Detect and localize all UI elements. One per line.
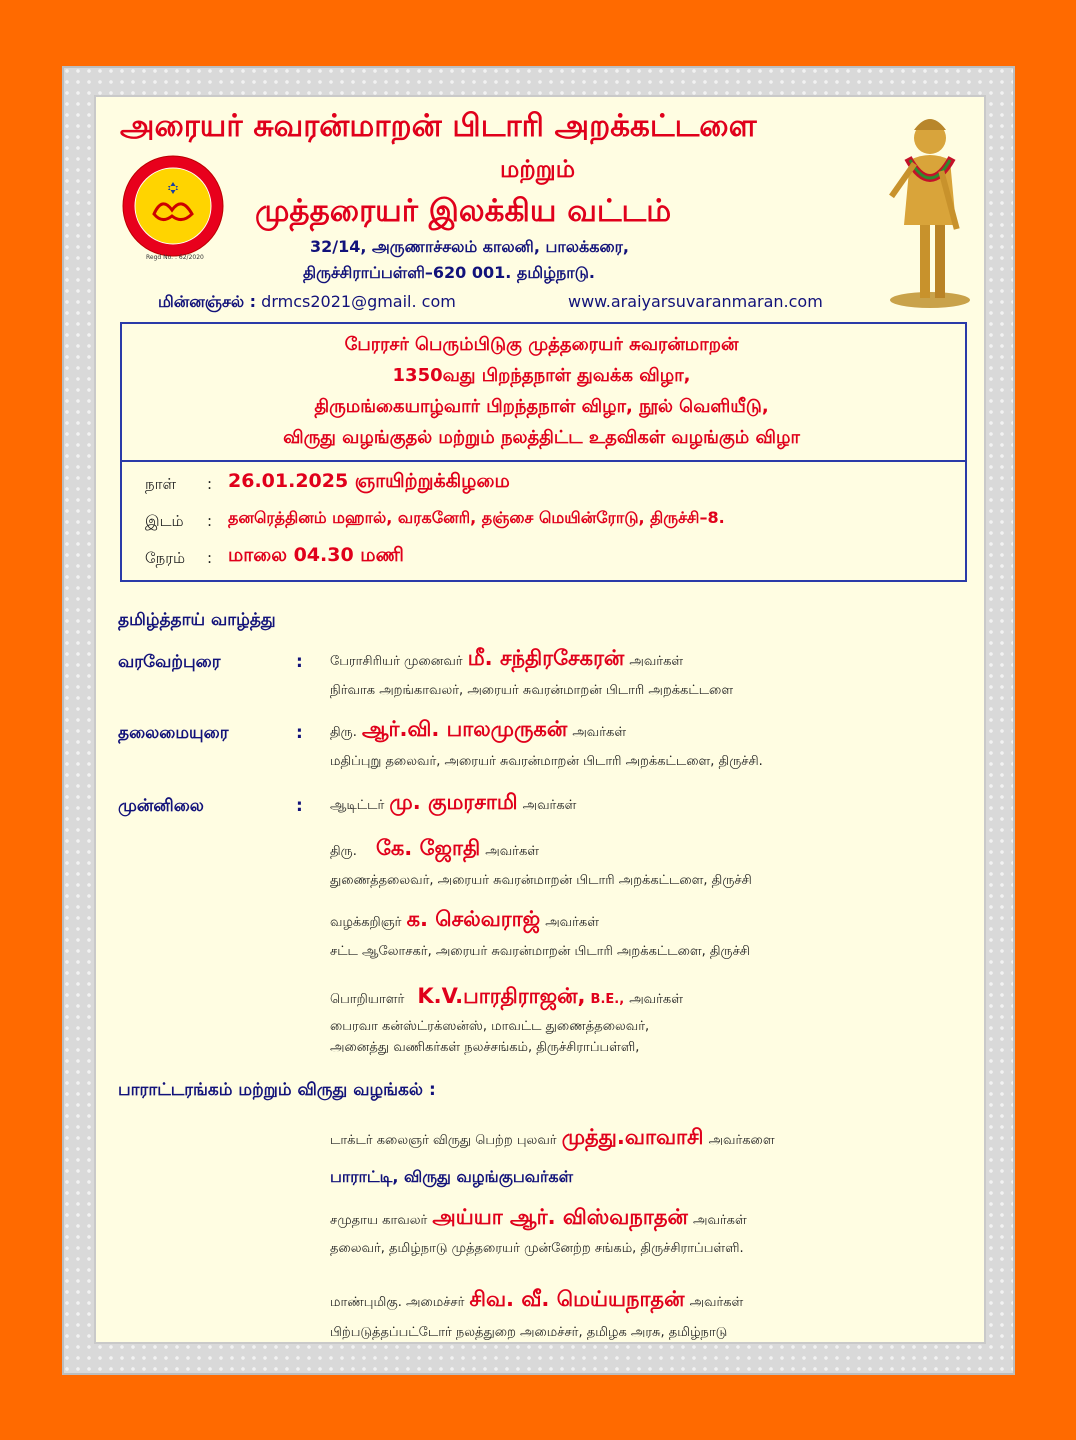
place-label: இடம்	[145, 512, 184, 530]
trust-logo	[114, 154, 232, 260]
p2-name: கே. ஜோதி	[375, 836, 481, 860]
p1-prefix: ஆடிட்டர்	[330, 798, 385, 813]
welcome-suffix: அவர்கள்	[629, 654, 684, 669]
awarder-2	[330, 1287, 743, 1314]
email-link[interactable]: drmcs2021@gmail. com	[261, 292, 456, 311]
date-colon: :	[207, 475, 213, 493]
p4-name: K.V.பாரதிராஜன்,	[417, 984, 586, 1008]
date-value: 26.01.2025 ஞாயிற்றுக்கிழமை	[228, 470, 510, 492]
p3-name: க. செல்வராஜ்	[406, 907, 541, 931]
p1-name: மு. குமரசாமி	[389, 790, 518, 814]
title-conjunction: மற்றும்	[500, 155, 576, 183]
presidency-name: ஆர்.வி. பாலமுருகன்	[361, 717, 568, 741]
p3-prefix: வழக்கறிஞர்	[330, 915, 402, 930]
event-line-3: திருமங்கையாழ்வார் பிறந்தநாள் விழா, நூல் வெளியீடு,	[314, 396, 769, 417]
time-value: மாலை 04.30 மணி	[228, 544, 404, 566]
p1-suffix: அவர்கள்	[522, 798, 577, 813]
presence-label: முன்னிலை	[118, 796, 204, 816]
place-value: தனரெத்தினம் மஹால், வரகனேரி, தஞ்சை மெயின்ரோடு, திருச்சி–8.	[228, 508, 725, 527]
presence-person-2	[330, 836, 539, 863]
presidency-label: தலைமையுரை	[118, 723, 229, 743]
a1-suffix: அவர்கள்	[693, 1213, 747, 1228]
welcome-name: மீ. சந்திரசேகரன்	[467, 646, 625, 670]
awarder-1	[330, 1205, 747, 1232]
p4-desc-2: அனைத்து வணிகர்கள் நலச்சங்கம், திருச்சிராப்பள்ளி,	[330, 1040, 640, 1055]
a2-suffix: அவர்கள்	[689, 1295, 744, 1310]
p2-suffix: அவர்கள்	[485, 844, 539, 859]
a1-desc: தலைவர், தமிழ்நாடு முத்தரையர் முன்னேற்ற சங்கம், திருச்சிராப்பள்ளி.	[330, 1241, 744, 1256]
p2-desc: துணைத்தலைவர், அரையர் சுவரன்மாறன் பிடாரி அறக்கட்டளை, திருச்சி	[330, 873, 752, 888]
p4-prefix: பொறியாளர்	[330, 992, 405, 1007]
welcome-desc: நிர்வாக அறங்காவலர், அரையர் சுவரன்மாறன் பிடாரி அறக்கட்டளை	[330, 683, 734, 698]
event-line-1: பேரரசர் பெரும்பிடுகு முத்தரையர் சுவரன்மாறன்	[344, 334, 739, 355]
regd-number: Regd No. : 62/2020	[146, 254, 204, 261]
trust-title: அரையர் சுவரன்மாறன் பிடாரி அறக்கட்டளை	[120, 108, 757, 144]
p4-suffix: அவர்கள்	[629, 992, 683, 1007]
p4-degree: B.E.,	[590, 992, 625, 1007]
email-row	[158, 292, 456, 313]
award-honoree	[330, 1125, 775, 1152]
presence-person-1	[330, 790, 576, 817]
invocation-heading: தமிழ்த்தாய் வாழ்த்து	[118, 610, 276, 630]
award-name: முத்து.வாவாசி	[561, 1125, 704, 1149]
time-colon: :	[207, 549, 213, 567]
p3-suffix: அவர்கள்	[545, 915, 599, 930]
time-label: நேரம்	[145, 549, 186, 567]
event-line-2: 1350வது பிறந்தநாள் துவக்க விழா,	[392, 365, 691, 386]
welcome-label: வரவேற்புரை	[118, 652, 221, 672]
presence-person-3	[330, 907, 599, 934]
p4-desc-1: பைரவா கன்ஸ்ட்ரக்ஸன்ஸ், மாவட்ட துணைத்தலைவர்,	[330, 1019, 650, 1034]
a1-prefix: சமுதாய காவலர்	[330, 1213, 428, 1228]
award-prefix: டாக்டர் கலைஞர் விருது பெற்ற புலவர்	[330, 1133, 557, 1148]
award-heading: பாராட்டரங்கம் மற்றும் விருது வழங்கல் :	[118, 1080, 436, 1100]
event-box	[120, 322, 967, 582]
event-line-4: விருது வழங்குதல் மற்றும் நலத்திட்ட உதவிகள் வழங்கும் விழா	[283, 427, 800, 448]
welcome-speaker	[330, 646, 683, 673]
a2-desc: பிற்படுத்தப்பட்டோர் நலத்துறை அமைச்சர், தமிழக அரசு, தமிழ்நாடு	[330, 1325, 728, 1340]
p2-prefix: திரு.	[330, 844, 357, 859]
award-suffix: அவர்களை	[708, 1133, 775, 1148]
p3-desc: சட்ட ஆலோசகர், அரையர் சுவரன்மாறன் பிடாரி அறக்கட்டளை, திருச்சி	[330, 944, 750, 959]
event-divider	[122, 460, 965, 462]
place-colon: :	[207, 512, 213, 530]
website-link[interactable]: www.araiyarsuvaranmaran.com	[568, 292, 823, 311]
welcome-prefix: பேராசிரியர் முனைவர்	[330, 654, 463, 669]
award-subheading: பாராட்டி, விருது வழங்குபவர்கள்	[330, 1167, 574, 1186]
presidency-colon: :	[296, 723, 303, 743]
address-line-2: திருச்சிராப்பள்ளி–620 001. தமிழ்நாடு.	[303, 263, 595, 282]
presence-colon: :	[296, 796, 303, 816]
date-label: நாள்	[145, 475, 176, 493]
presence-person-4	[330, 984, 683, 1011]
circle-title: முத்தரையர் இலக்கிய வட்டம்	[255, 193, 672, 229]
presidency-desc: மதிப்புறு தலைவர், அரையர் சுவரன்மாறன் பிடாரி அறக்கட்டளை, திருச்சி.	[330, 754, 763, 769]
email-label: மின்னஞ்சல் :	[158, 292, 257, 311]
a2-prefix: மாண்புமிகு. அமைச்சர்	[330, 1295, 465, 1310]
presidency-speaker	[330, 717, 626, 744]
a1-name: அய்யா ஆர். விஸ்வநாதன்	[432, 1205, 688, 1229]
presidency-prefix: திரு.	[330, 725, 357, 740]
a2-name: சிவ. வீ. மெய்யநாதன்	[469, 1287, 685, 1311]
welcome-colon: :	[296, 652, 303, 672]
presidency-suffix: அவர்கள்	[572, 725, 627, 740]
address-line-1: 32/14, அருணாச்சலம் காலனி, பாலக்கரை,	[310, 237, 629, 256]
